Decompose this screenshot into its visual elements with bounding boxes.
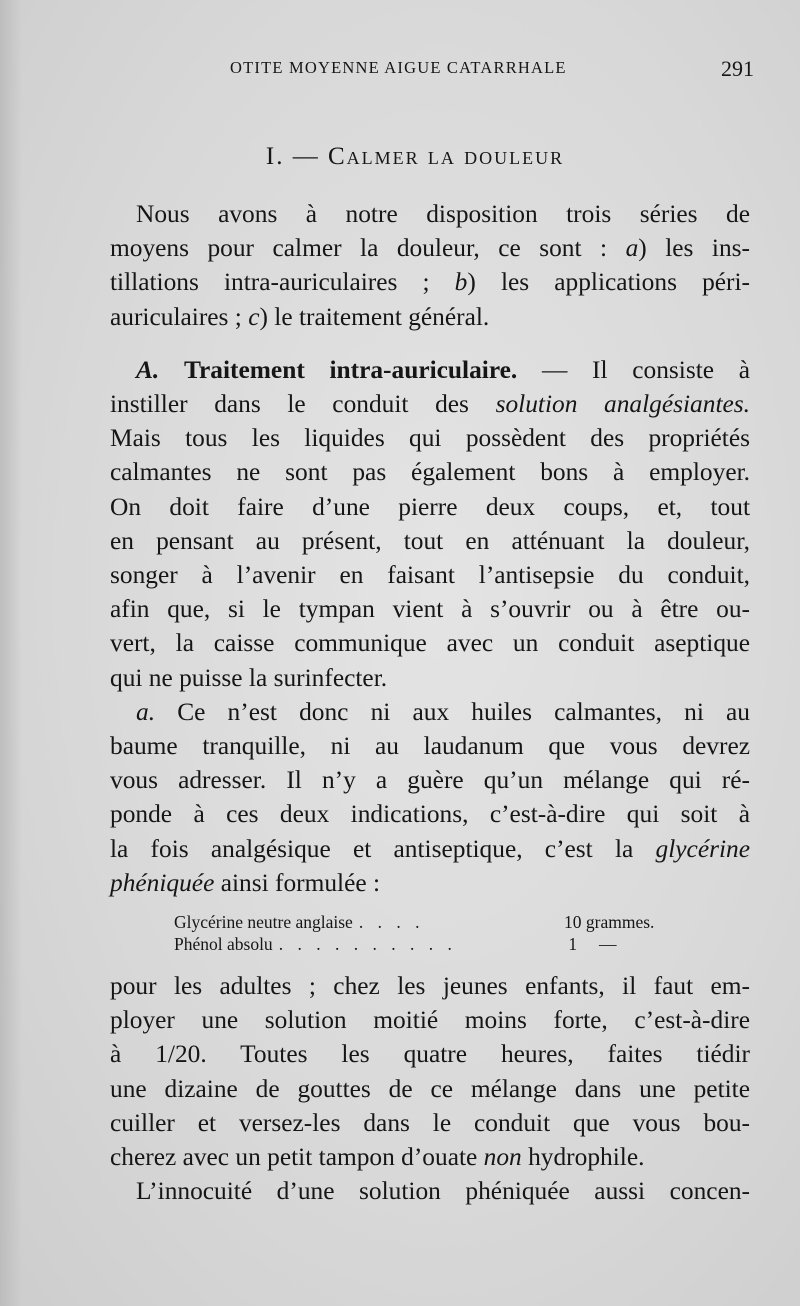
- text-line: On doit faire d’une pierre deux coups, et, tout: [110, 492, 750, 521]
- binding-shadow: [0, 0, 22, 1306]
- text-line: cherez avec un petit tampon d’ouate non hydrophile.: [110, 1143, 645, 1172]
- text-line: moyens pour calmer la douleur, ce sont : a) les ins-: [110, 234, 750, 263]
- text-line: la fois analgésique et antiseptique, c’est la glycérine: [110, 834, 750, 863]
- paragraph-intro: [110, 197, 750, 334]
- text-line: phéniquée ainsi formulée :: [110, 868, 381, 897]
- text-line: afin que, si le tympan vient à s’ouvrir ou à être ou-: [110, 595, 750, 624]
- text-line: vous adresser. Il n’y a guère qu’un mélange qui ré-: [110, 766, 750, 795]
- running-head: [110, 56, 754, 86]
- text-line: ponde à ces deux indications, c’est-à-dire qui soit à: [110, 800, 750, 829]
- text-line: en pensant au présent, tout en atténuant la douleur,: [110, 526, 750, 555]
- text-line: une dizaine de gouttes de ce mélange dans une petite: [110, 1074, 750, 1103]
- text-line: A. Traitement intra-auriculaire. — Il consiste à: [136, 355, 750, 384]
- running-title: OTITE MOYENNE AIGUE CATARRHALE: [230, 58, 567, 77]
- leader-dots: . . . .: [358, 912, 425, 933]
- text-line: qui ne puisse la surinfecter.: [110, 663, 388, 692]
- ingredient-name: Glycérine neutre anglaise: [174, 912, 353, 933]
- text-line: baume tranquille, ni au laudanum que vous devrez: [110, 732, 750, 761]
- text-line: auriculaires ; c) le traitement général.: [110, 302, 490, 331]
- section-title: Calmer la douleur: [327, 143, 565, 170]
- text-line: a. Ce n’est donc ni aux huiles calmantes, ni au: [136, 697, 750, 726]
- text-line: pour les adultes ; chez les jeunes enfants, il faut em-: [110, 972, 750, 1001]
- text-line: Nous avons à notre disposition trois séries de: [136, 200, 750, 228]
- page-number: 291: [721, 56, 754, 81]
- body-text: [110, 197, 750, 1208]
- section-number: I. —: [265, 143, 320, 170]
- formula-row: [174, 933, 692, 955]
- paragraph-glycerine: [110, 695, 750, 900]
- text-line: vert, la caisse communique avec un conduit aseptique: [110, 629, 750, 658]
- section-heading: [0, 143, 800, 171]
- paragraph-posologie: [110, 969, 750, 1174]
- text-line: Mais tous les liquides qui possèdent des propriétés: [110, 424, 750, 453]
- leader-dots: . . . . . . . . . .: [278, 934, 457, 955]
- text-line: calmantes ne sont pas également bons à employer.: [110, 458, 750, 487]
- paragraph-traitement: [110, 353, 750, 695]
- formula-row: [174, 911, 692, 933]
- formula-table: [174, 911, 692, 955]
- text-line: songer à l’avenir en faisant l’antisepsie du conduit,: [110, 561, 750, 590]
- ingredient-quantity: 10 grammes.: [564, 912, 655, 933]
- text-line: cuiller et versez-les dans le conduit que vous bou-: [110, 1108, 750, 1137]
- ingredient-name: Phénol absolu: [174, 934, 273, 955]
- text-line: ployer une solution moitié moins forte, c’est-à-dire: [110, 1006, 750, 1035]
- subsection-label: A.: [136, 355, 160, 384]
- text-line: à 1/20. Toutes les quatre heures, faites tiédir: [110, 1040, 750, 1069]
- subsection-heading: Traitement intra-auriculaire.: [183, 355, 518, 384]
- text-line: tillations intra-auriculaires ; b) les applications péri-: [110, 268, 750, 297]
- paragraph-innocuite: [110, 1174, 750, 1208]
- text-line: instiller dans le conduit des solution analgésiantes.: [110, 390, 750, 419]
- text-line: L’innocuité d’une solution phéniquée aussi concen-: [136, 1177, 750, 1206]
- ingredient-quantity: 1 —: [564, 934, 617, 955]
